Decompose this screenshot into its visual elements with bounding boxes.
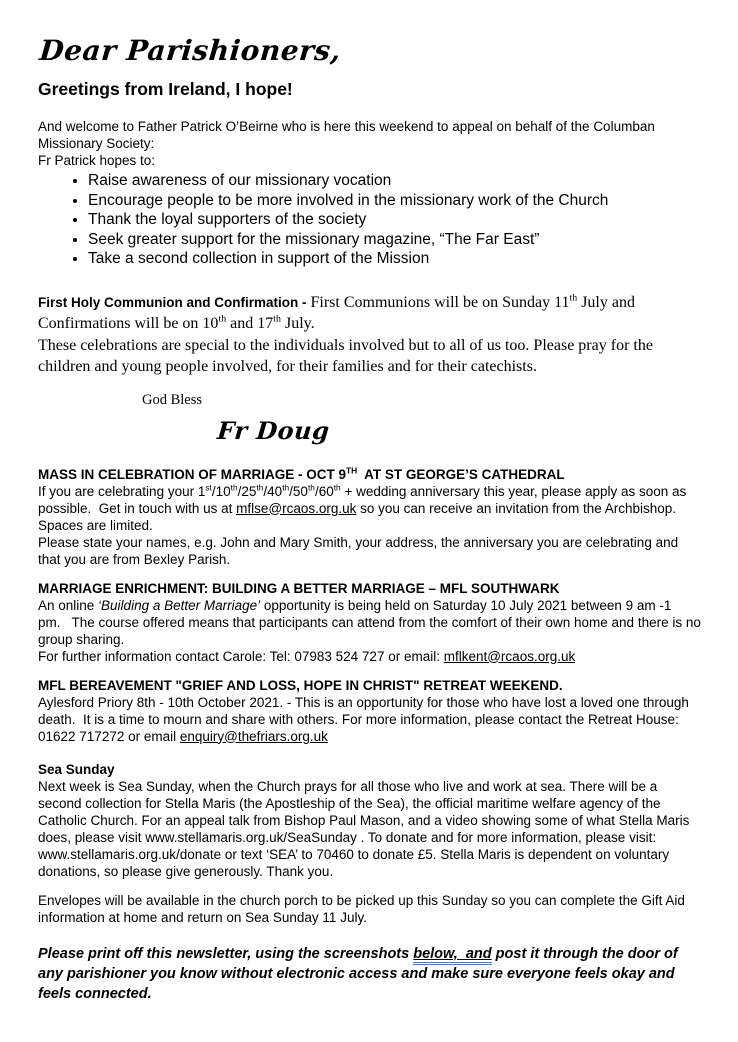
communion-text: July. <box>280 315 315 332</box>
superscript-th: th <box>218 313 227 325</box>
communion-text: and 17 <box>226 315 274 332</box>
body-text: /50 <box>289 483 308 499</box>
closing-god-bless: God Bless <box>142 391 203 408</box>
communion-paragraph <box>38 292 702 378</box>
signature-fr-doug: Fr Doug <box>216 415 331 445</box>
superscript-th: th <box>273 313 281 325</box>
communion-heading: First Holy Communion and Confirmation - <box>38 294 307 310</box>
intro-paragraph <box>38 118 702 169</box>
body-text: For further information contact Carole: Tel: 07983 524 727 or email: <box>38 648 444 664</box>
marriage-enrichment-section <box>38 580 702 665</box>
superscript-th: TH <box>346 465 358 475</box>
email-link-mflkent[interactable]: mflkent@rcaos.org.uk <box>443 648 576 664</box>
superscript-th: th <box>333 482 341 492</box>
body-text: /10 <box>211 483 231 499</box>
print-request-note <box>38 944 702 1004</box>
list-item: • Take a second collection in support of the Mission <box>88 249 702 269</box>
marriage-mass-section <box>38 466 702 568</box>
heading-text: AT ST GEORGE’S CATHEDRAL <box>357 466 565 482</box>
superscript-th: th <box>256 482 264 492</box>
list-item: • Seek greater support for the missionary magazine, “The Far East” <box>88 230 702 250</box>
section-heading: Sea Sunday <box>38 761 115 777</box>
sea-sunday-section <box>38 761 702 926</box>
section-body <box>38 597 702 665</box>
intro-text: And welcome to Father Patrick O’Beirne who is here this weekend to appeal on behalf of the Columban Missionary Society: <box>38 119 655 151</box>
section-body <box>38 483 702 568</box>
list-item: • Encourage people to be more involved in the missionary work of the Church <box>88 191 702 211</box>
section-body: Next week is Sea Sunday, when the Church prays for all those who live and work at sea. There will be a second collection for Stella Maris (the Apostleship of the Sea), the official maritime welfare agency of the Catholic Church. For an appeal talk from Bishop Paul Mason, and a video showing some of what Stella Maris does, please visit www.stellamaris.org.uk/SeaSunday . To donate and for more information, please visit: www.stellamaris.org.uk/donate or text ‘SEA’ to 70460 to donate £5. Stella Maris is dependent on voluntary donations, so please give generously. Thank you. <box>38 778 690 879</box>
heading-text: MASS IN CELEBRATION OF MARRIAGE - OCT 9 <box>38 466 347 482</box>
communion-prayer-text: These celebrations are special to the individuals involved but to all of us too. Please pray for the children and young people involved, for their families and for their catechists. <box>38 336 653 375</box>
course-title-italic: ‘Building a Better Marriage’ <box>98 597 261 613</box>
underlined-below-and: below, and <box>413 946 491 965</box>
body-text: + wedding anniversary this year, please apply as soon as possible. Get in touch with us at <box>38 483 687 516</box>
body-text: Please state your names, e.g. John and Mary Smith, your address, the anniversary you are celebrating and that you are from Bexley Parish. <box>38 534 679 567</box>
body-text: If you are celebrating your 1 <box>38 483 206 499</box>
superscript-th: th <box>569 292 578 304</box>
body-text: opportunity is being held on Saturday 10 July 2021 between 9 am -1 pm. The course offered means that participants can attend from the comfort of their own home and there is no group sharing. <box>38 597 701 647</box>
greeting-heading: Greetings from Ireland, I hope! <box>38 79 293 99</box>
body-text: Aylesford Priory 8th - 10th October 2021. - This is an opportunity for those who have lost a loved one through death. It is a time to mourn and share with others. For more information, please contact the Retreat House: 01622 717272 or email <box>38 694 689 744</box>
missionary-goals-list <box>38 171 702 269</box>
section-heading: MARRIAGE ENRICHMENT: BUILDING A BETTER MARRIAGE – MFL SOUTHWARK <box>38 580 560 596</box>
section-heading: MFL BEREAVEMENT "GRIEF AND LOSS, HOPE IN CHRIST" RETREAT WEEKEND. <box>38 677 563 693</box>
superscript-st: st <box>205 482 212 492</box>
note-text: post it through the door of any parishioner you know without electronic access and make sure everyone feels okay and feels connected. <box>38 945 678 1002</box>
section-body <box>38 694 702 745</box>
body-text: An online <box>38 597 99 613</box>
body-text: /25 <box>237 483 257 499</box>
salutation-script: Dear Parishioners, <box>38 34 343 67</box>
superscript-th: th <box>230 482 238 492</box>
body-text: /40 <box>263 483 283 499</box>
section-heading <box>38 466 702 483</box>
email-link-mflse[interactable]: mflse@rcaos.org.uk <box>236 500 357 516</box>
communion-text: July and Confirmations will be on 10 <box>38 293 635 332</box>
body-text: /60 <box>314 483 334 499</box>
body-text: so you can receive an invitation from the Archbishop. Spaces are limited. <box>38 500 677 533</box>
email-link-thefriars[interactable]: enquiry@thefriars.org.uk <box>179 728 328 744</box>
envelopes-paragraph: Envelopes will be available in the church porch to be picked up this Sunday so you can complete the Gift Aid information at home and return on Sea Sunday 11 July. <box>38 892 685 925</box>
list-item: • Thank the loyal supporters of the society <box>88 210 702 230</box>
note-text: Please print off this newsletter, using the screenshots <box>38 945 414 962</box>
contact-line <box>38 648 702 665</box>
superscript-th: th <box>282 482 290 492</box>
superscript-th: th <box>307 482 315 492</box>
bereavement-section <box>38 677 702 745</box>
list-item: • Raise awareness of our missionary vocation <box>88 171 702 191</box>
hopes-intro-line: Fr Patrick hopes to: <box>38 153 156 168</box>
communion-text: First Communions will be on Sunday 11 <box>306 293 570 311</box>
